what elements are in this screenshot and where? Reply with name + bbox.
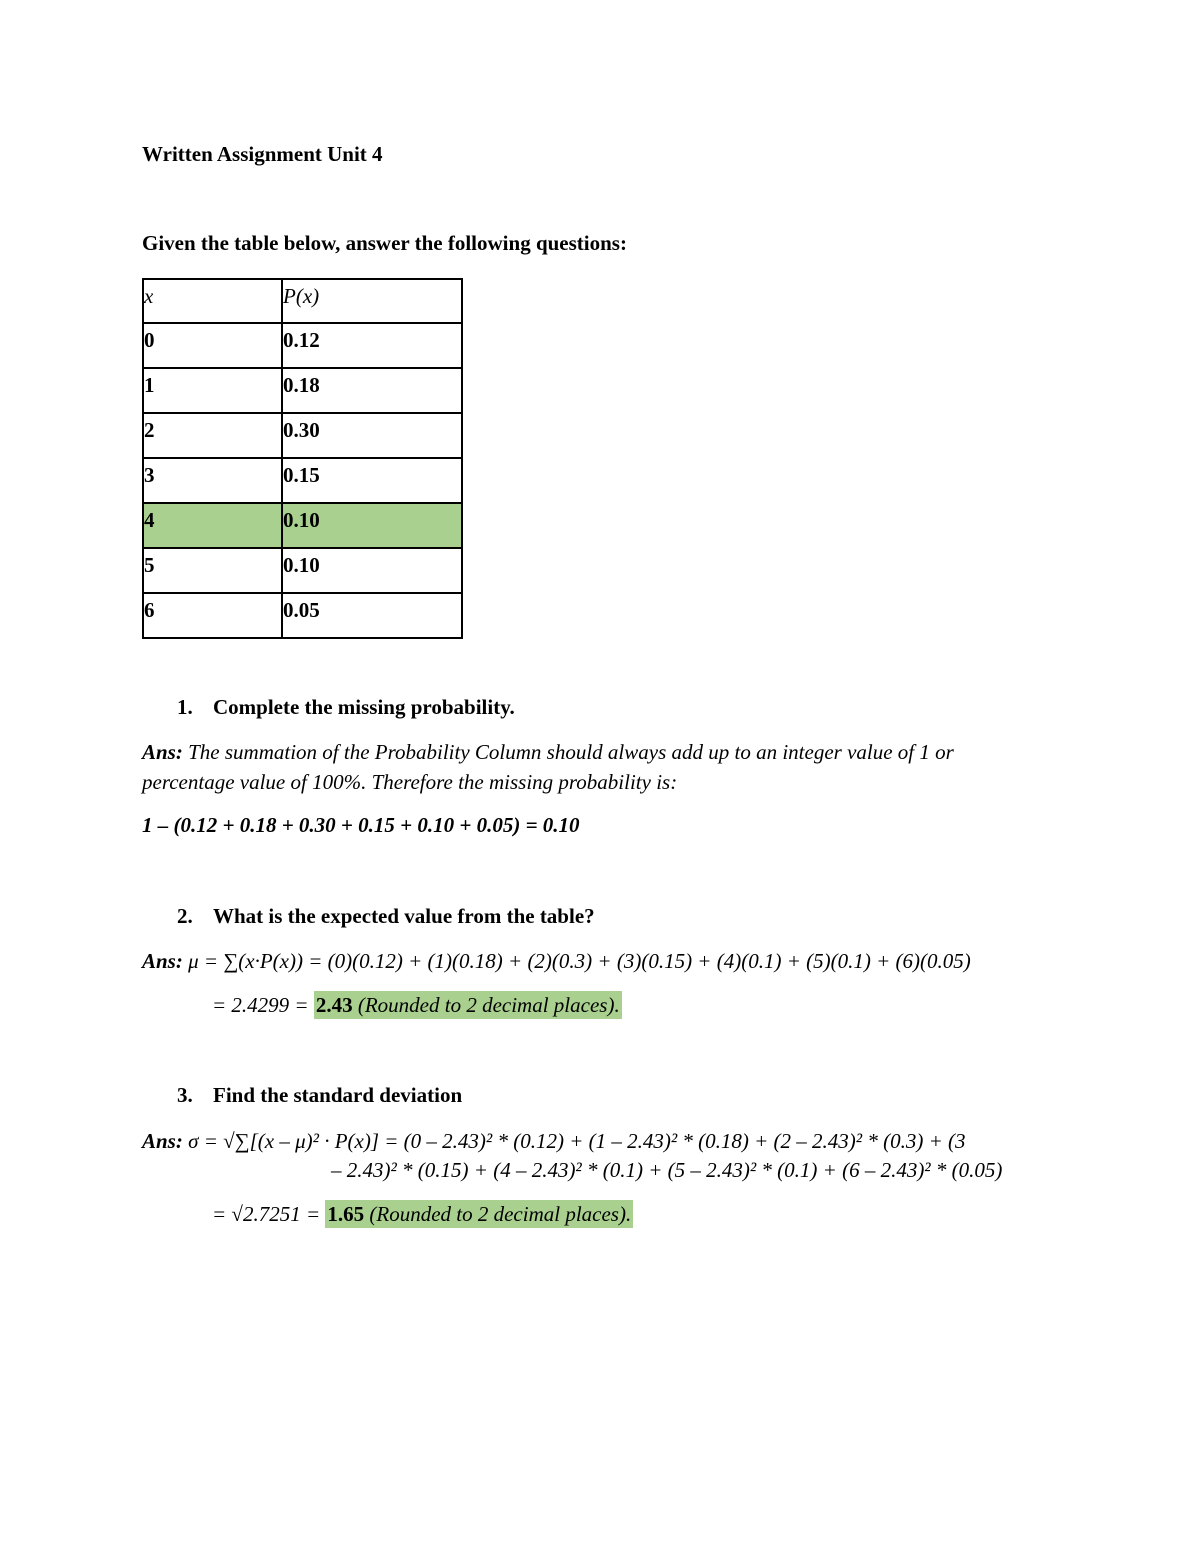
q3-equation-line-2: – 2.43)² * (0.15) + (4 – 2.43)² * (0.1) + (5 – 2.43)² * (0.1) + (6 – 2.43)² * (0.05) — [331, 1158, 1003, 1182]
result-note: (Rounded to 2 decimal places). — [357, 993, 620, 1017]
cell-x: 5 — [143, 548, 282, 593]
table-row — [143, 323, 462, 368]
table-row — [143, 548, 462, 593]
q2-equation-line — [142, 949, 971, 974]
question-text: Find the standard deviation — [213, 1083, 463, 1107]
cell-px: 0.10 — [282, 548, 462, 593]
answer-label: Ans: — [142, 1129, 183, 1153]
table-row — [143, 368, 462, 413]
question-number: 2. — [177, 904, 193, 928]
cell-px: 0.05 — [282, 593, 462, 638]
cell-px: 0.30 — [282, 413, 462, 458]
q1-answer-line-2: percentage value of 100%. Therefore the missing probability is: — [142, 770, 678, 794]
cell-px: 0.18 — [282, 368, 462, 413]
cell-x: 3 — [143, 458, 282, 503]
cell-x: 4 — [143, 503, 282, 548]
q2-result-line — [212, 993, 622, 1018]
question-text: What is the expected value from the table? — [213, 904, 595, 928]
cell-px: 0.12 — [282, 323, 462, 368]
cell-x: 2 — [143, 413, 282, 458]
question-number: 1. — [177, 695, 193, 719]
question-3 — [177, 1083, 462, 1108]
q3-equation-line-1 — [142, 1129, 966, 1154]
result-value: 1.65 — [327, 1202, 365, 1226]
probability-table — [142, 278, 463, 639]
result-value: 2.43 — [315, 993, 353, 1017]
result-highlight — [325, 1200, 633, 1228]
question-2 — [177, 904, 595, 929]
result-prefix: = √2.7251 = — [212, 1202, 321, 1226]
q1-equation: 1 – (0.12 + 0.18 + 0.30 + 0.15 + 0.10 + 0.05) = 0.10 — [142, 813, 580, 837]
cell-x: 0 — [143, 323, 282, 368]
table-row — [143, 458, 462, 503]
q3-result-line — [212, 1202, 633, 1227]
answer-label: Ans: — [142, 949, 183, 973]
table-row-highlighted — [143, 503, 462, 548]
intro-text: Given the table below, answer the following questions: — [142, 231, 627, 255]
table-row — [143, 593, 462, 638]
question-number: 3. — [177, 1083, 193, 1107]
question-1 — [177, 695, 515, 720]
document-title: Written Assignment Unit 4 — [142, 142, 383, 166]
cell-px: 0.10 — [282, 503, 462, 548]
result-prefix: = 2.4299 = — [212, 993, 309, 1017]
header-px: P(x) — [282, 279, 462, 323]
answer-text: The summation of the Probability Column should always add up to an integer value of 1 or — [188, 740, 954, 764]
result-highlight — [314, 991, 622, 1019]
header-x: x — [143, 279, 282, 323]
cell-px: 0.15 — [282, 458, 462, 503]
result-note: (Rounded to 2 decimal places). — [369, 1202, 632, 1226]
question-text: Complete the missing probability. — [213, 695, 515, 719]
equation-text: μ = ∑(x·P(x)) = (0)(0.12) + (1)(0.18) + (2)(0.3) + (3)(0.15) + (4)(0.1) + (5)(0.1) + (6)(0.05) — [188, 949, 971, 973]
cell-x: 6 — [143, 593, 282, 638]
cell-x: 1 — [143, 368, 282, 413]
table-header-row — [143, 279, 462, 323]
answer-label: Ans: — [142, 740, 183, 764]
table-row — [143, 413, 462, 458]
equation-text: σ = √∑[(x – μ)² · P(x)] = (0 – 2.43)² * (0.12) + (1 – 2.43)² * (0.18) + (2 – 2.43)² * (0.3) + (3 — [188, 1129, 966, 1153]
q1-answer-line-1 — [142, 740, 954, 765]
